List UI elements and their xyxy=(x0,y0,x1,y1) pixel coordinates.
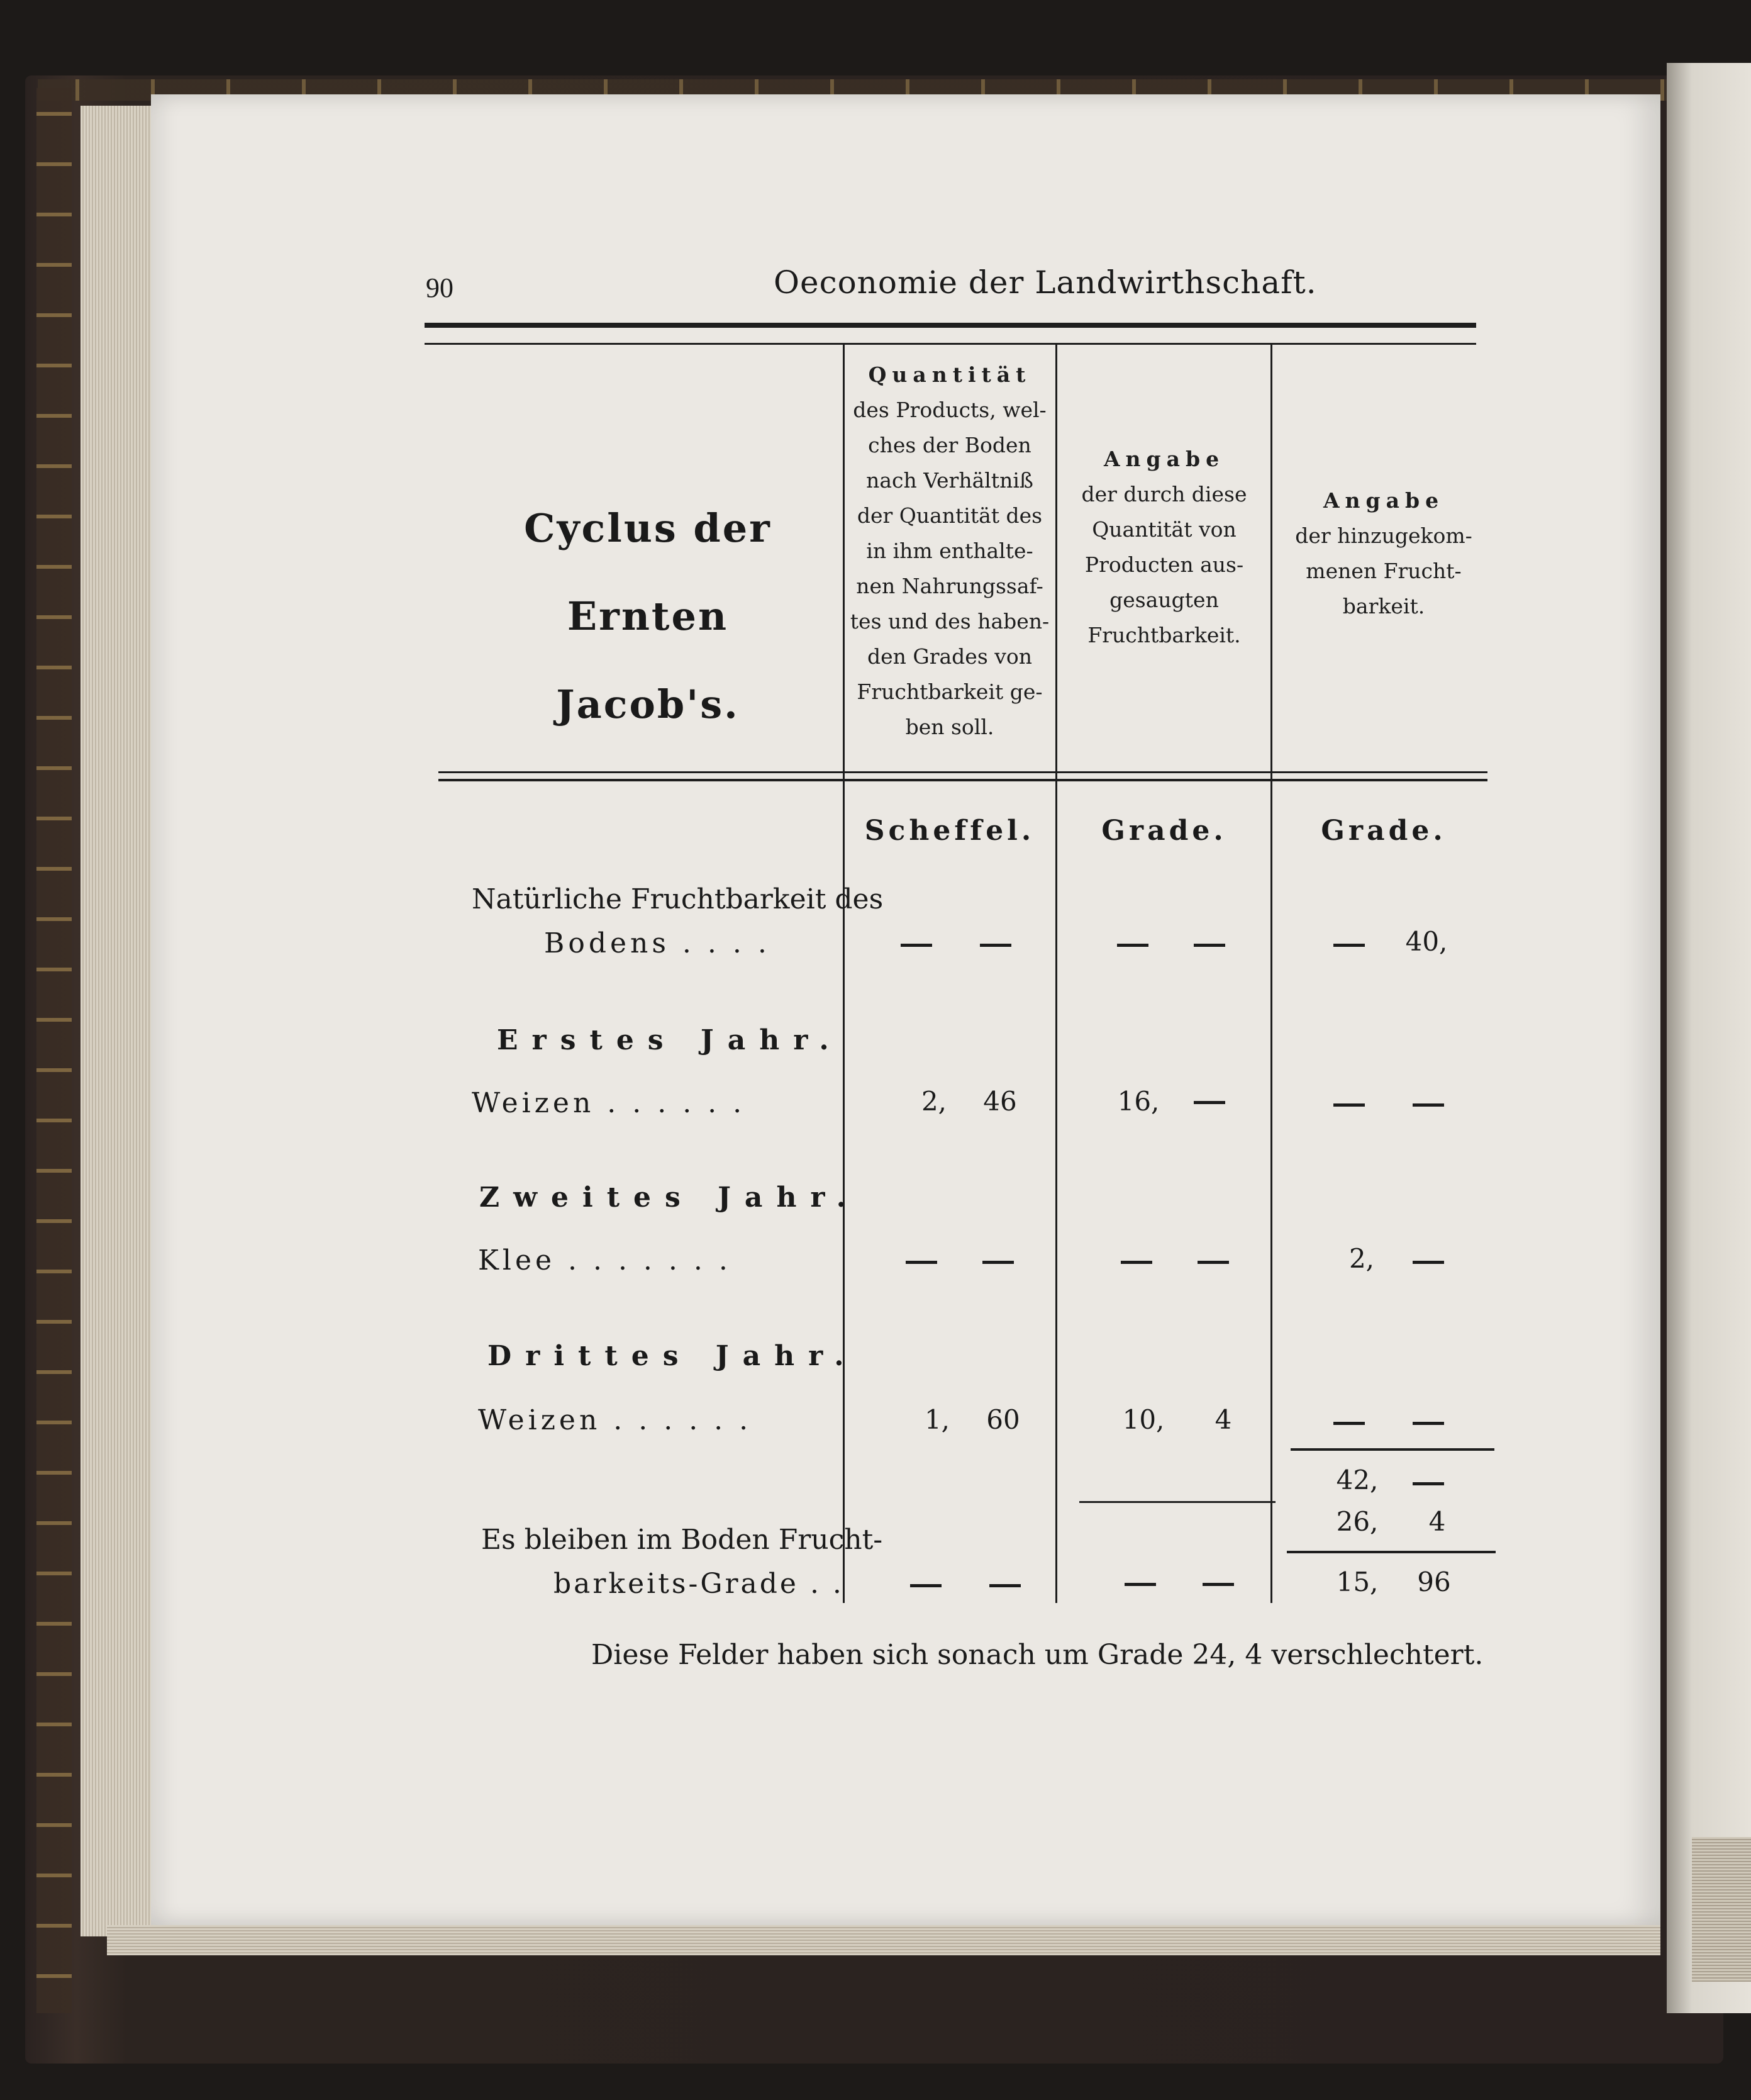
sum-col3-a: 42, xyxy=(1336,1465,1379,1495)
footer-note: Diese Felder haben sich sonach um Grade 24, 4 verschlechtert. xyxy=(591,1639,1484,1671)
result-rule-col3 xyxy=(1287,1551,1496,1553)
dash xyxy=(1413,1103,1444,1107)
header-rule-top xyxy=(438,771,1487,773)
dash xyxy=(1413,1422,1444,1425)
year3-col2-a: 10, xyxy=(1122,1404,1165,1435)
cover-gilt-border-left xyxy=(36,88,72,2013)
row-remain-label-1: Es bleiben im Boden Frucht- xyxy=(481,1524,883,1556)
dash xyxy=(901,944,932,947)
unit-grade-2: Grade. xyxy=(1321,815,1447,847)
year1-col1-a: 2, xyxy=(921,1086,947,1117)
running-head: Oeconomie der Landwirthschaft. xyxy=(774,264,1317,301)
result-col3-a: 15, xyxy=(1336,1567,1379,1597)
dash xyxy=(1121,1261,1152,1264)
dash xyxy=(1333,944,1365,947)
dash xyxy=(1194,1101,1225,1104)
dash xyxy=(910,1584,942,1587)
row-year1-crop: Weizen . . . . . . xyxy=(472,1087,746,1119)
page-edges-left xyxy=(81,106,156,1936)
column-rule-2 xyxy=(1055,345,1057,1603)
dash xyxy=(982,1261,1014,1264)
column-header-extracted: Angabe der durch diese Quantität von Producten aus- gesaugten Fruchtbarkeit. xyxy=(1081,447,1247,647)
unit-grade-1: Grade. xyxy=(1101,815,1227,847)
table-title: Cyclus der Ernten Jacob's. xyxy=(524,505,772,727)
year1-col1-b: 46 xyxy=(983,1086,1017,1117)
natural-col3-value: 40, xyxy=(1405,926,1448,957)
dash xyxy=(1125,1583,1156,1586)
dash xyxy=(1333,1422,1365,1425)
header-rule-bottom xyxy=(438,779,1487,781)
dash xyxy=(980,944,1011,947)
dash xyxy=(1117,944,1148,947)
column-header-added: Angabe der hinzugekom- menen Frucht- barkeit. xyxy=(1295,488,1472,618)
dash xyxy=(1413,1261,1444,1264)
page-number: 90 xyxy=(426,272,453,303)
result-col3-b: 96 xyxy=(1417,1567,1451,1597)
column-rule-3 xyxy=(1270,345,1272,1603)
top-rule-thick xyxy=(425,323,1476,328)
row-year2-heading: Zweites Jahr. xyxy=(479,1181,860,1214)
unit-scheffel: Scheffel. xyxy=(864,815,1035,847)
row-year3-crop: Weizen . . . . . . xyxy=(478,1404,752,1436)
row-year1-heading: Erstes Jahr. xyxy=(497,1024,843,1056)
sub-col3-a: 26, xyxy=(1336,1506,1379,1537)
dash xyxy=(906,1261,937,1264)
year3-col1-b: 60 xyxy=(986,1404,1020,1435)
sum-rule-col2 xyxy=(1079,1501,1276,1503)
column-header-quantity: Quantität des Products, wel- ches der Boden nach Verhältniß der Quantität des in ihm enthalte- nen Nahrungssaf- tes und des haben- den Grades von Fruchtbarkeit ge- ben soll. xyxy=(850,362,1050,739)
year3-col2-b: 4 xyxy=(1215,1404,1232,1435)
row-year2-crop: Klee . . . . . . . xyxy=(478,1244,731,1276)
dash xyxy=(989,1584,1021,1587)
dash xyxy=(1198,1261,1229,1264)
facing-page xyxy=(1667,63,1751,2013)
top-rule-thin xyxy=(425,343,1476,345)
dash xyxy=(1413,1482,1444,1485)
year3-col1-a: 1, xyxy=(924,1404,950,1435)
row-natural-label-1: Natürliche Fruchtbarkeit des xyxy=(472,883,884,915)
sub-col3-b: 4 xyxy=(1428,1506,1446,1537)
sum-rule-col3 xyxy=(1291,1448,1494,1451)
row-year3-heading: Drittes Jahr. xyxy=(487,1340,858,1372)
facing-page-edges xyxy=(1692,1837,1751,1982)
year1-col2-a: 16, xyxy=(1117,1086,1160,1117)
row-remain-label-2: barkeits-Grade . . xyxy=(553,1568,844,1600)
year2-col3-a: 2, xyxy=(1348,1243,1375,1274)
dash xyxy=(1194,944,1225,947)
dash xyxy=(1203,1583,1234,1586)
row-natural-label-2: Bodens . . . . xyxy=(544,927,770,959)
dash xyxy=(1333,1103,1365,1107)
page-edges-bottom xyxy=(107,1925,1660,1955)
